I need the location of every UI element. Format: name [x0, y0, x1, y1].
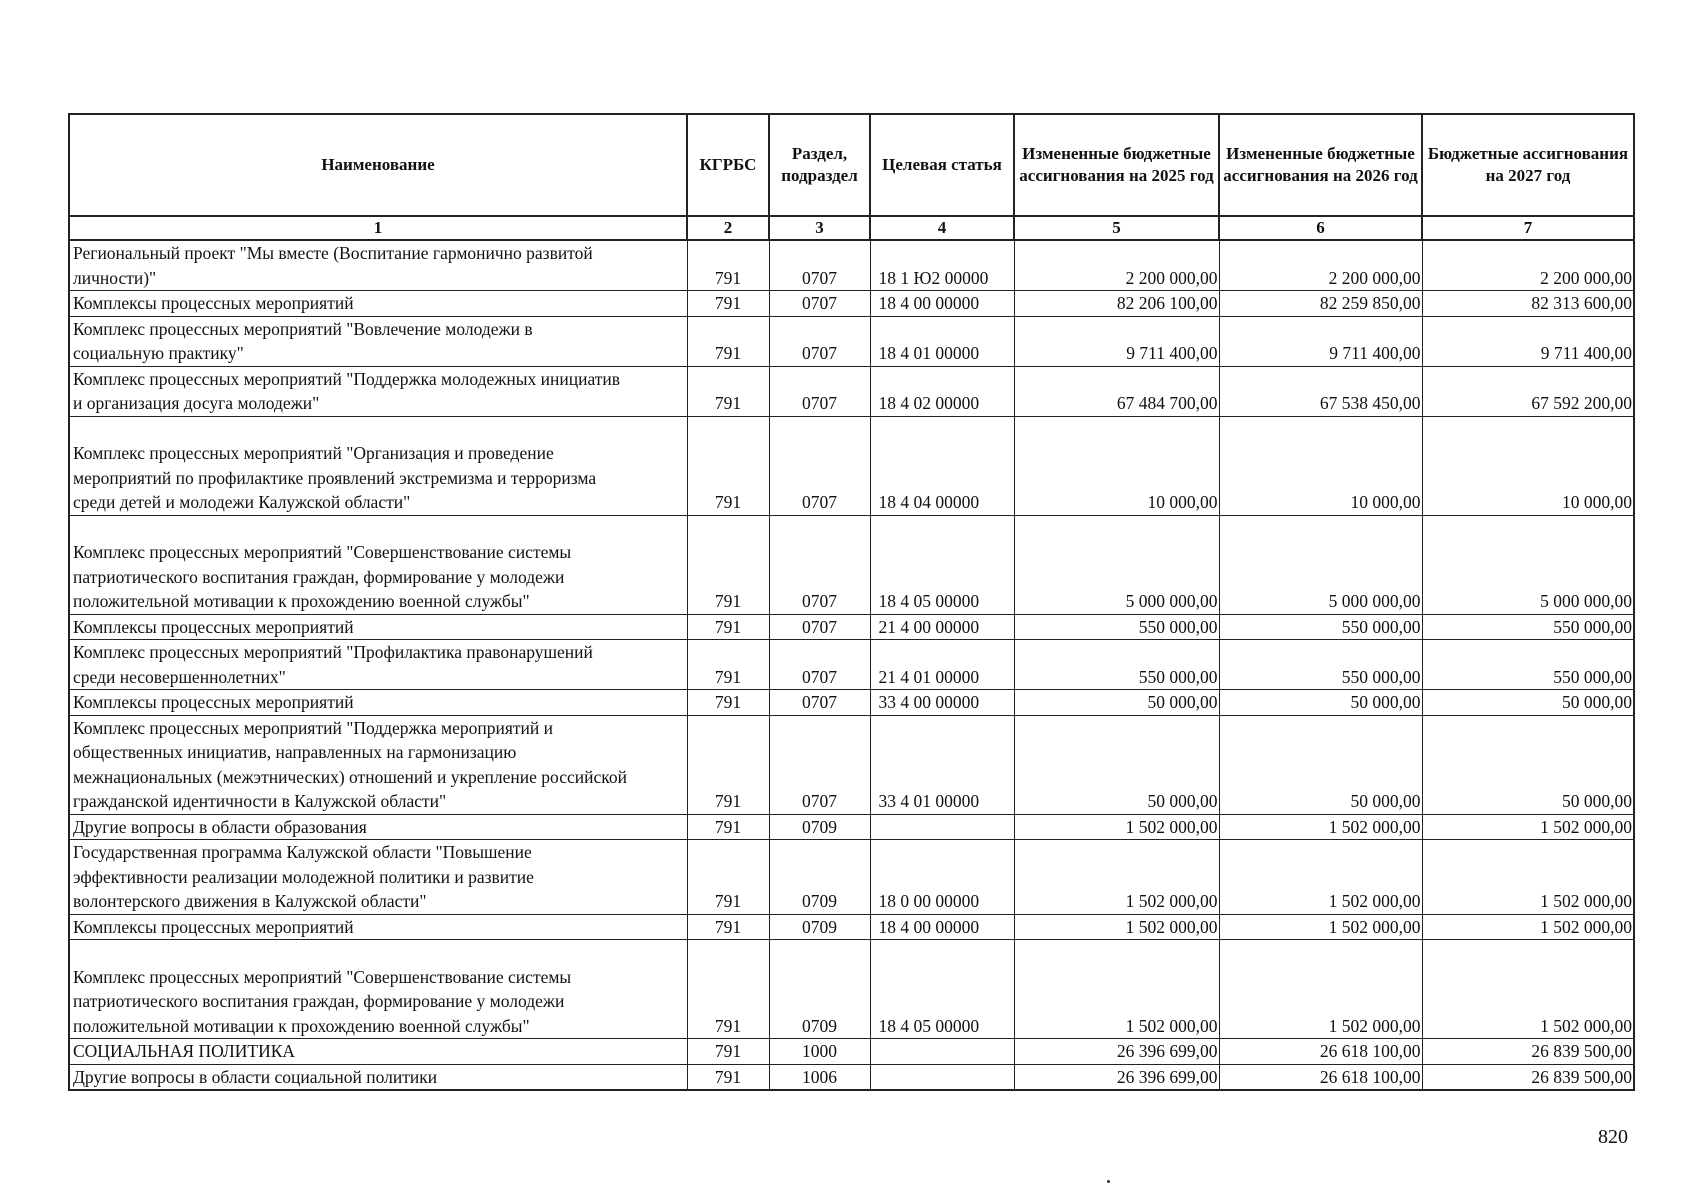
row-2025-value-cell: 50 000,00 — [1014, 715, 1219, 814]
row-target-article-cell: 18 1 Ю2 00000 — [870, 240, 1014, 291]
column-number-row — [69, 216, 1634, 240]
table-row — [69, 1064, 1634, 1090]
row-section-cell: 0707 — [769, 416, 870, 515]
row-kgrbs-cell: 791 — [687, 940, 769, 1039]
row-name-cell: Комплексы процессных мероприятий — [69, 291, 687, 317]
row-section-cell: 0707 — [769, 240, 870, 291]
row-section-cell: 0707 — [769, 614, 870, 640]
table-row — [69, 366, 1634, 416]
row-2027-value-cell: 1 502 000,00 — [1422, 814, 1634, 840]
row-2027-value-cell: 550 000,00 — [1422, 614, 1634, 640]
row-2025-value-cell: 50 000,00 — [1014, 690, 1219, 716]
row-2026-value-cell: 50 000,00 — [1219, 690, 1422, 716]
table-row — [69, 240, 1634, 291]
row-target-article-cell: 21 4 01 00000 — [870, 640, 1014, 690]
table-header-row — [69, 114, 1634, 216]
budget-table-sheet — [68, 113, 1633, 1091]
row-name-cell: Другие вопросы в области образования — [69, 814, 687, 840]
row-2025-value-cell: 26 396 699,00 — [1014, 1039, 1219, 1065]
row-section-cell: 0709 — [769, 914, 870, 940]
row-target-article-cell: 18 4 00 00000 — [870, 914, 1014, 940]
row-2025-value-cell: 550 000,00 — [1014, 640, 1219, 690]
table-row — [69, 914, 1634, 940]
column-number: 3 — [769, 216, 870, 240]
row-2025-value-cell: 2 200 000,00 — [1014, 240, 1219, 291]
row-section-cell: 1006 — [769, 1064, 870, 1090]
row-2026-value-cell: 550 000,00 — [1219, 640, 1422, 690]
row-target-article-cell: 18 4 05 00000 — [870, 940, 1014, 1039]
row-name-cell: Комплекс процессных мероприятий "Организация и проведение мероприятий по профилактике проявлений экстремизма и терроризма среди детей и молодежи Калужской области" — [69, 416, 687, 515]
table-row — [69, 614, 1634, 640]
scan-dot — [1107, 1180, 1110, 1183]
row-section-cell: 0709 — [769, 814, 870, 840]
row-2026-value-cell: 26 618 100,00 — [1219, 1039, 1422, 1065]
column-number: 4 — [870, 216, 1014, 240]
row-name-cell: Государственная программа Калужской области "Повышение эффективности реализации молодежной политики и развитие волонтерского движения в Калужской области" — [69, 840, 687, 915]
row-target-article-cell — [870, 814, 1014, 840]
row-section-cell: 0707 — [769, 366, 870, 416]
table-row — [69, 940, 1634, 1039]
row-2025-value-cell: 67 484 700,00 — [1014, 366, 1219, 416]
row-kgrbs-cell: 791 — [687, 316, 769, 366]
row-2025-value-cell: 1 502 000,00 — [1014, 940, 1219, 1039]
row-2025-value-cell: 9 711 400,00 — [1014, 316, 1219, 366]
row-name-cell: Региональный проект "Мы вместе (Воспитание гармонично развитой личности)" — [69, 240, 687, 291]
column-number: 5 — [1014, 216, 1219, 240]
row-2026-value-cell: 2 200 000,00 — [1219, 240, 1422, 291]
row-2027-value-cell: 1 502 000,00 — [1422, 840, 1634, 915]
row-kgrbs-cell: 791 — [687, 614, 769, 640]
table-row — [69, 715, 1634, 814]
header-target-article: Целевая статья — [870, 114, 1014, 216]
row-2027-value-cell: 1 502 000,00 — [1422, 914, 1634, 940]
row-name-cell: Комплексы процессных мероприятий — [69, 690, 687, 716]
table-row — [69, 416, 1634, 515]
table-row — [69, 515, 1634, 614]
row-target-article-cell: 18 4 04 00000 — [870, 416, 1014, 515]
row-section-cell: 0707 — [769, 690, 870, 716]
row-kgrbs-cell: 791 — [687, 690, 769, 716]
row-2027-value-cell: 50 000,00 — [1422, 715, 1634, 814]
row-section-cell: 0709 — [769, 840, 870, 915]
row-2026-value-cell: 67 538 450,00 — [1219, 366, 1422, 416]
row-target-article-cell: 21 4 00 00000 — [870, 614, 1014, 640]
row-2027-value-cell: 10 000,00 — [1422, 416, 1634, 515]
row-target-article-cell: 18 4 05 00000 — [870, 515, 1014, 614]
table-row — [69, 316, 1634, 366]
table-row — [69, 1039, 1634, 1065]
row-2027-value-cell: 1 502 000,00 — [1422, 940, 1634, 1039]
row-2026-value-cell: 1 502 000,00 — [1219, 814, 1422, 840]
row-2025-value-cell: 550 000,00 — [1014, 614, 1219, 640]
row-2025-value-cell: 5 000 000,00 — [1014, 515, 1219, 614]
row-kgrbs-cell: 791 — [687, 914, 769, 940]
row-name-cell: Другие вопросы в области социальной политики — [69, 1064, 687, 1090]
row-section-cell: 0709 — [769, 940, 870, 1039]
header-kgrbs: КГРБС — [687, 114, 769, 216]
row-2026-value-cell: 50 000,00 — [1219, 715, 1422, 814]
column-number: 6 — [1219, 216, 1422, 240]
row-name-cell: Комплексы процессных мероприятий — [69, 614, 687, 640]
row-kgrbs-cell: 791 — [687, 840, 769, 915]
row-section-cell: 0707 — [769, 515, 870, 614]
row-target-article-cell: 18 4 00 00000 — [870, 291, 1014, 317]
row-2026-value-cell: 1 502 000,00 — [1219, 840, 1422, 915]
row-target-article-cell: 18 4 01 00000 — [870, 316, 1014, 366]
row-2025-value-cell: 1 502 000,00 — [1014, 840, 1219, 915]
row-target-article-cell: 18 4 02 00000 — [870, 366, 1014, 416]
row-2026-value-cell: 82 259 850,00 — [1219, 291, 1422, 317]
row-2026-value-cell: 9 711 400,00 — [1219, 316, 1422, 366]
row-name-cell: Комплекс процессных мероприятий "Поддержка мероприятий и общественных инициатив, направленных на гармонизацию межнациональных (межэтнических) отношений и укрепление российской гражданской идентичности в Калужской области" — [69, 715, 687, 814]
row-2026-value-cell: 26 618 100,00 — [1219, 1064, 1422, 1090]
row-name-cell: Комплекс процессных мероприятий "Профилактика правонарушений среди несовершеннолетних" — [69, 640, 687, 690]
row-section-cell: 0707 — [769, 715, 870, 814]
row-kgrbs-cell: 791 — [687, 1064, 769, 1090]
row-kgrbs-cell: 791 — [687, 814, 769, 840]
row-2027-value-cell: 5 000 000,00 — [1422, 515, 1634, 614]
row-2025-value-cell: 82 206 100,00 — [1014, 291, 1219, 317]
column-number: 2 — [687, 216, 769, 240]
row-target-article-cell: 33 4 00 00000 — [870, 690, 1014, 716]
row-target-article-cell: 18 0 00 00000 — [870, 840, 1014, 915]
row-2027-value-cell: 82 313 600,00 — [1422, 291, 1634, 317]
table-body — [69, 240, 1634, 1090]
row-kgrbs-cell: 791 — [687, 640, 769, 690]
row-2025-value-cell: 1 502 000,00 — [1014, 914, 1219, 940]
row-2025-value-cell: 1 502 000,00 — [1014, 814, 1219, 840]
column-number: 1 — [69, 216, 687, 240]
row-kgrbs-cell: 791 — [687, 291, 769, 317]
row-name-cell: Комплекс процессных мероприятий "Совершенствование системы патриотического воспитания граждан, формирование у молодежи положительной мотивации к прохождению военной службы" — [69, 940, 687, 1039]
header-section: Раздел, подраздел — [769, 114, 870, 216]
row-2027-value-cell: 67 592 200,00 — [1422, 366, 1634, 416]
header-2026: Измененные бюджетные ассигнования на 2026 год — [1219, 114, 1422, 216]
row-2027-value-cell: 26 839 500,00 — [1422, 1064, 1634, 1090]
header-2025: Измененные бюджетные ассигнования на 2025 год — [1014, 114, 1219, 216]
row-2025-value-cell: 26 396 699,00 — [1014, 1064, 1219, 1090]
table-row — [69, 840, 1634, 915]
row-2026-value-cell: 10 000,00 — [1219, 416, 1422, 515]
row-kgrbs-cell: 791 — [687, 1039, 769, 1065]
row-2027-value-cell: 9 711 400,00 — [1422, 316, 1634, 366]
row-target-article-cell — [870, 1064, 1014, 1090]
page-number: 820 — [1598, 1126, 1628, 1148]
row-section-cell: 0707 — [769, 640, 870, 690]
row-section-cell: 1000 — [769, 1039, 870, 1065]
row-2025-value-cell: 10 000,00 — [1014, 416, 1219, 515]
row-2027-value-cell: 50 000,00 — [1422, 690, 1634, 716]
row-name-cell: СОЦИАЛЬНАЯ ПОЛИТИКА — [69, 1039, 687, 1065]
row-2026-value-cell: 1 502 000,00 — [1219, 940, 1422, 1039]
row-2027-value-cell: 550 000,00 — [1422, 640, 1634, 690]
row-2026-value-cell: 1 502 000,00 — [1219, 914, 1422, 940]
column-number: 7 — [1422, 216, 1634, 240]
row-target-article-cell: 33 4 01 00000 — [870, 715, 1014, 814]
table-row — [69, 690, 1634, 716]
row-section-cell: 0707 — [769, 291, 870, 317]
row-kgrbs-cell: 791 — [687, 416, 769, 515]
row-section-cell: 0707 — [769, 316, 870, 366]
row-name-cell: Комплексы процессных мероприятий — [69, 914, 687, 940]
table-row — [69, 640, 1634, 690]
row-kgrbs-cell: 791 — [687, 515, 769, 614]
row-2027-value-cell: 26 839 500,00 — [1422, 1039, 1634, 1065]
row-name-cell: Комплекс процессных мероприятий "Вовлечение молодежи в социальную практику" — [69, 316, 687, 366]
row-2026-value-cell: 5 000 000,00 — [1219, 515, 1422, 614]
table-row — [69, 291, 1634, 317]
table-row — [69, 814, 1634, 840]
row-target-article-cell — [870, 1039, 1014, 1065]
row-kgrbs-cell: 791 — [687, 715, 769, 814]
row-kgrbs-cell: 791 — [687, 366, 769, 416]
row-2027-value-cell: 2 200 000,00 — [1422, 240, 1634, 291]
row-2026-value-cell: 550 000,00 — [1219, 614, 1422, 640]
header-name: Наименование — [69, 114, 687, 216]
row-name-cell: Комплекс процессных мероприятий "Поддержка молодежных инициатив и организация досуга молодежи" — [69, 366, 687, 416]
budget-allocations-table — [68, 113, 1635, 1091]
header-2027: Бюджетные ассигнования на 2027 год — [1422, 114, 1634, 216]
row-kgrbs-cell: 791 — [687, 240, 769, 291]
row-name-cell: Комплекс процессных мероприятий "Совершенствование системы патриотического воспитания граждан, формирование у молодежи положительной мотивации к прохождению военной службы" — [69, 515, 687, 614]
